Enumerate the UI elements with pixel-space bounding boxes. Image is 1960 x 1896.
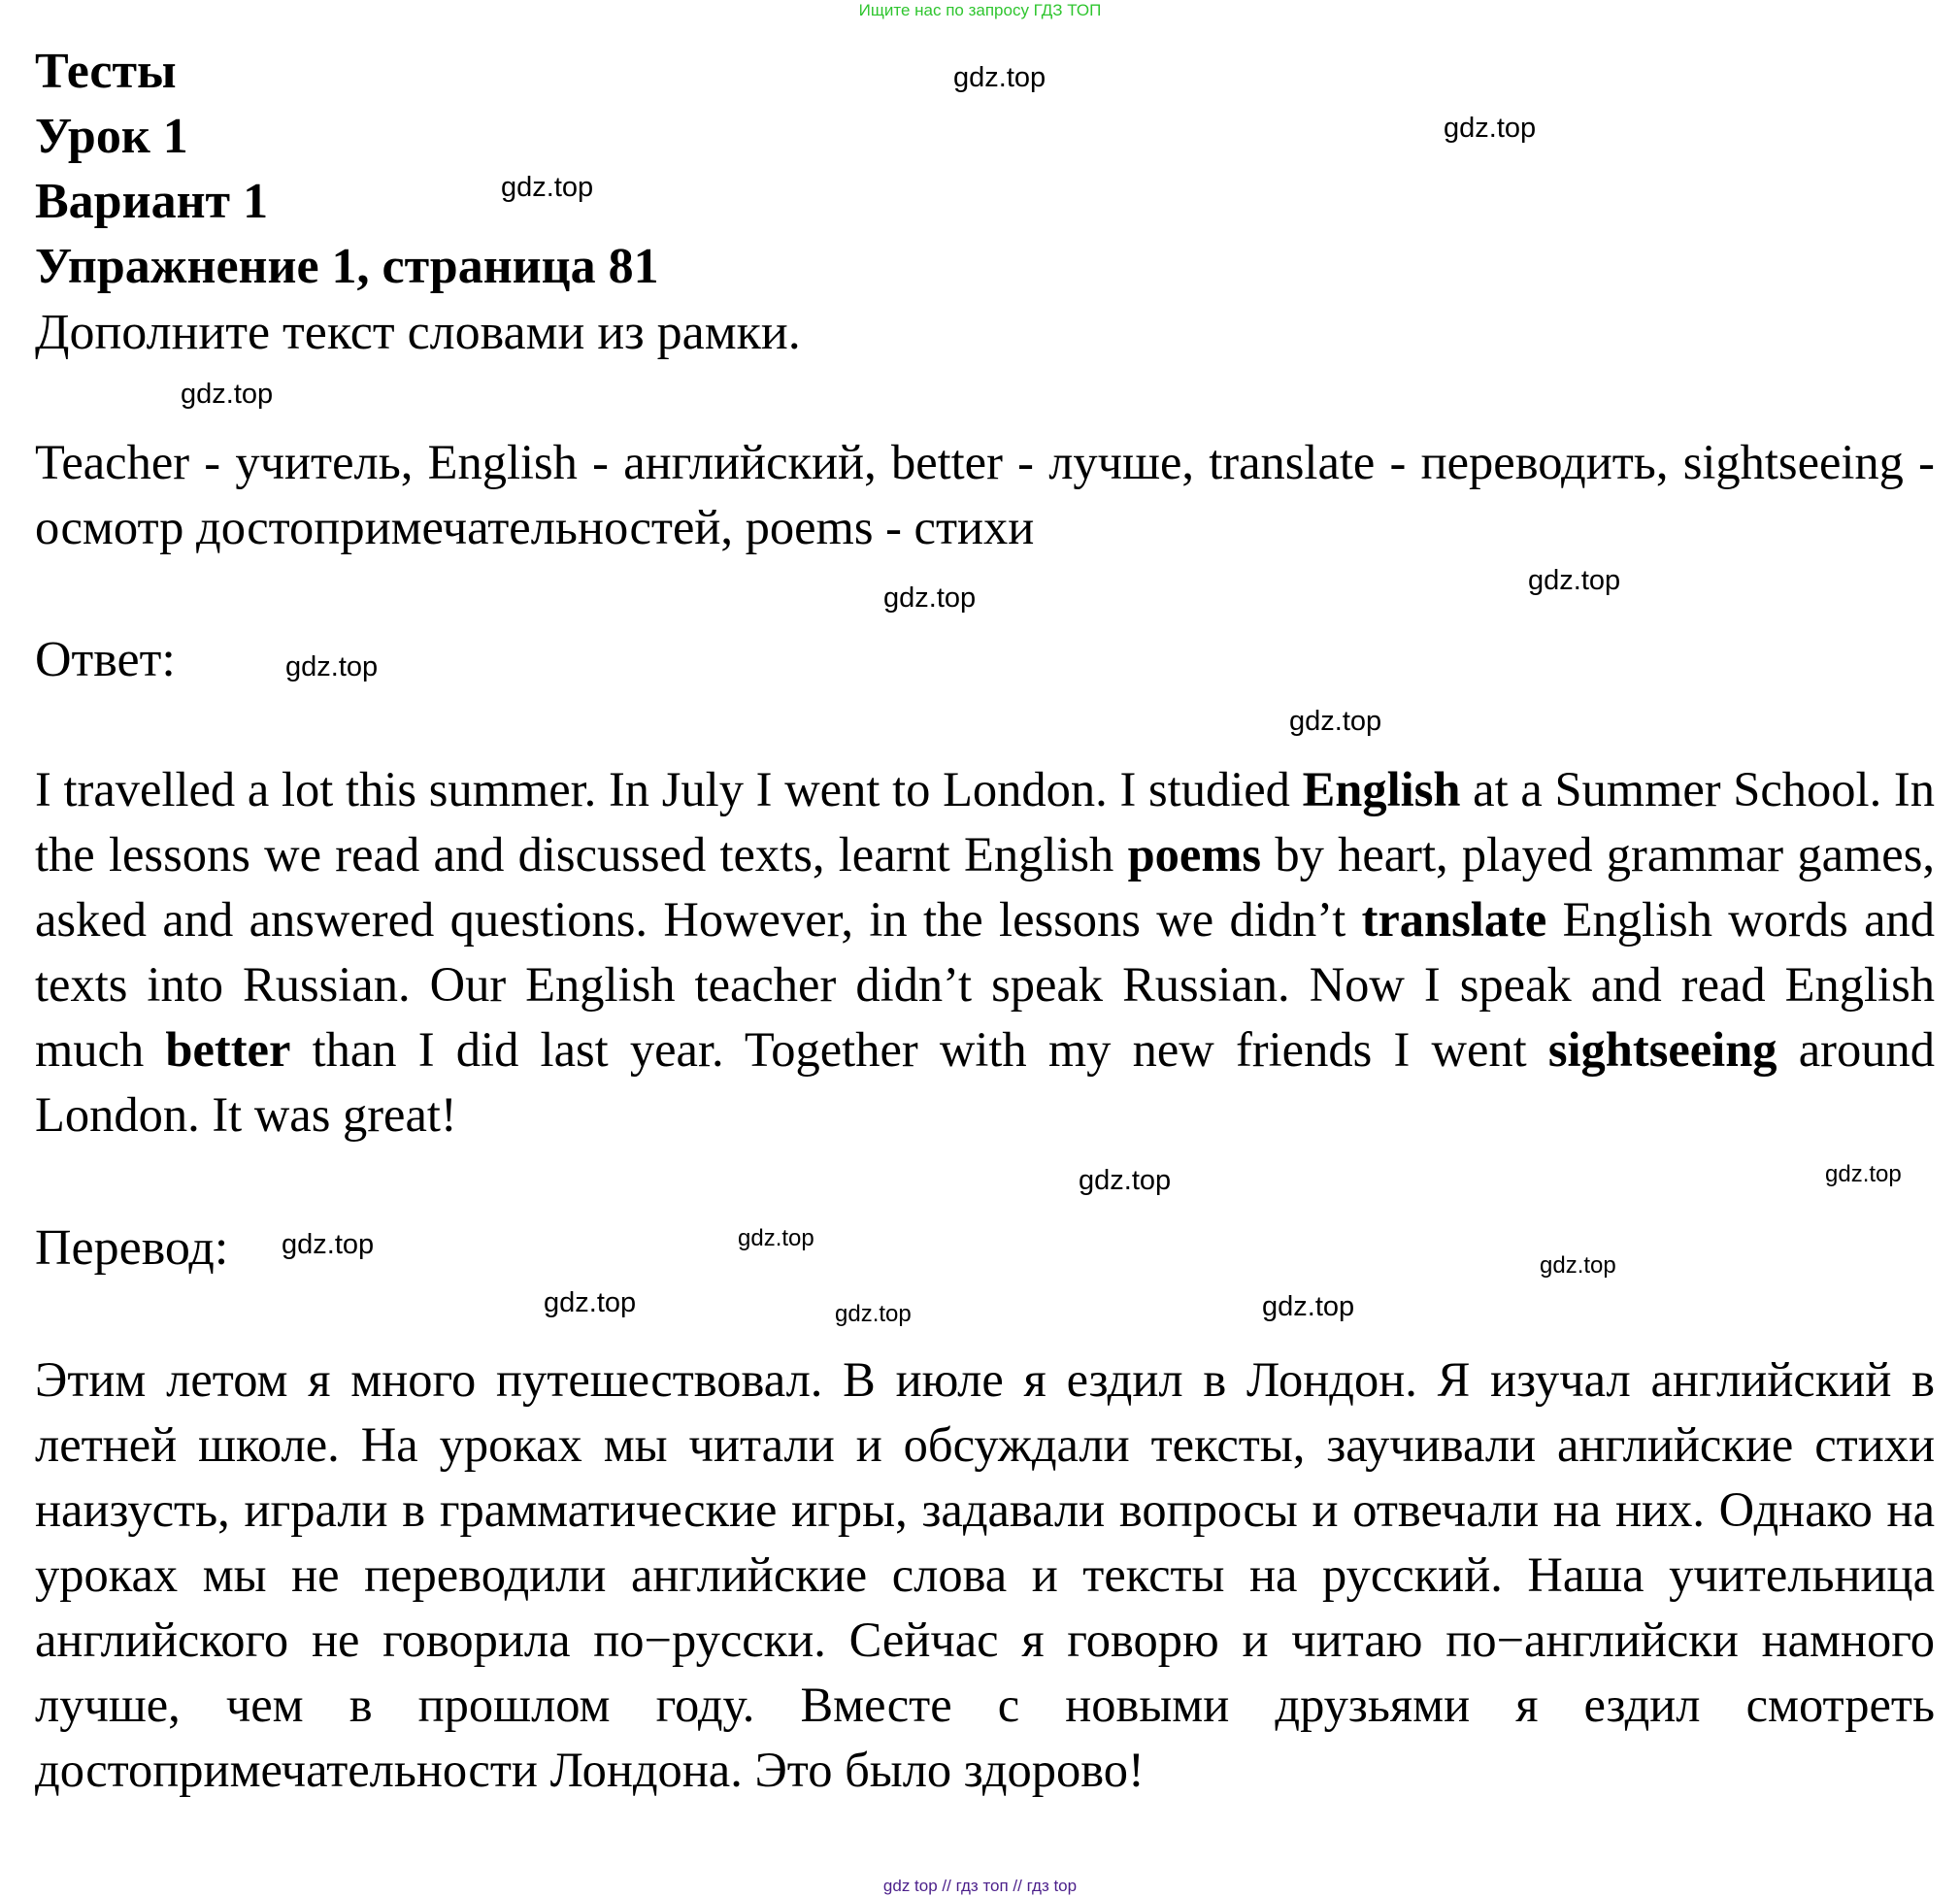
heading-variant: Вариант 1 — [35, 174, 269, 229]
watermark: gdz.top — [285, 651, 379, 682]
watermark: gdz.top — [1079, 1165, 1172, 1196]
watermark: gdz.top — [835, 1301, 912, 1327]
watermark: gdz.top — [953, 62, 1046, 93]
watermark: gdz.top — [1289, 706, 1382, 737]
answer-text: English words and texts into Russian. Our English teacher didn’t speak Russian. Now I speak and read English much — [35, 892, 1935, 1077]
answer-word-translate: translate — [1361, 892, 1547, 947]
translation-paragraph: Этим летом я много путешествовал. В июле я ездил в Лондон. Я изучал английский в летней школе. На уроках мы читали и обсуждали тексты, заучивали английские стихи наизусть, играли в грамматические игры, задавали вопросы и отвечали на них. Однако на уроках мы не переводили английские слова и тексты на русский. Наша учительница английского не говорила по−русски. Сейчас я говорю и читаю по−английски намного лучше, чем в прошлом году. Вместе с новыми друзьями я ездил смотреть достопримечательности Лондона. Это было здорово! — [35, 1352, 1935, 1797]
instruction-text: Дополните текст словами из рамки. — [35, 305, 801, 360]
watermark: gdz.top — [544, 1287, 637, 1318]
answer-text: than I did last year. Together with my new friends I went — [290, 1022, 1548, 1077]
answer-word-better: better — [165, 1022, 291, 1077]
answer-word-poems: poems — [1127, 827, 1262, 881]
answer-word-english: English — [1302, 762, 1461, 816]
watermark: gdz.top — [738, 1225, 814, 1251]
answer-label: Ответ: — [35, 632, 176, 687]
watermark: gdz.top — [1825, 1161, 1902, 1187]
answer-text: around London. It was great! — [35, 1022, 1935, 1142]
footer-note: gdz top // гдз топ // гдз top — [882, 1877, 1078, 1895]
watermark: gdz.top — [1262, 1291, 1355, 1322]
watermark: gdz.top — [282, 1229, 375, 1260]
answer-paragraph — [35, 757, 1935, 1148]
answer-text: I travelled a lot this summer. In July I went to London. I studied — [35, 762, 1303, 816]
heading-exercise: Упражнение 1, страница 81 — [35, 239, 659, 294]
answer-word-sightseeing: sightseeing — [1547, 1022, 1777, 1077]
translation-label: Перевод: — [35, 1220, 229, 1276]
answer-text: at a Summer School. In the lessons we read and discussed texts, learnt English — [35, 762, 1935, 881]
answer-text: by heart, played grammar games, asked and answered questions. However, in the lessons we didn’t — [35, 827, 1935, 947]
watermark: gdz.top — [1528, 565, 1621, 596]
heading-lesson: Урок 1 — [35, 109, 188, 164]
heading-tests: Тесты — [35, 44, 177, 99]
watermark: gdz.top — [501, 172, 594, 203]
watermark: gdz.top — [181, 379, 274, 410]
top-search-note: Ищите нас по запросу ГДЗ ТОП — [858, 1, 1102, 19]
vocabulary-box-text: Teacher - учитель, English - английский, better - лучше, translate - переводить, sightseeing - осмотр достопримечательностей, poems - стихи — [35, 435, 1935, 554]
watermark: gdz.top — [1444, 113, 1537, 144]
watermark: gdz.top — [1540, 1252, 1616, 1279]
watermark: gdz.top — [883, 582, 977, 614]
